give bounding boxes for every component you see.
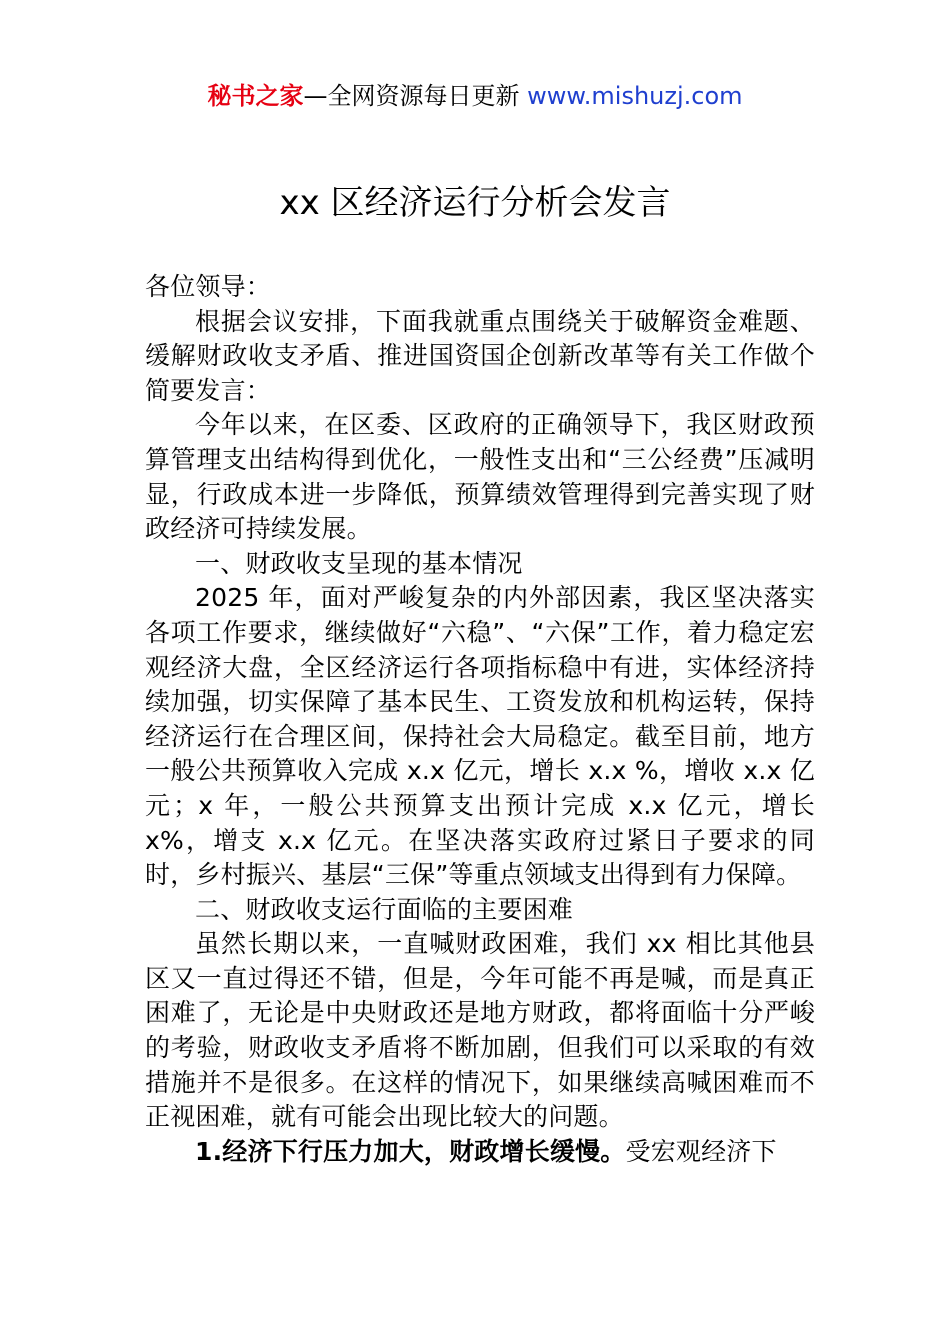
paragraph: 虽然长期以来，一直喊财政困难，我们 xx 相比其他县区又一直过得还不错，但是，今年可能不再是喊，而是真正困难了，无论是中央财政还是地方财政，都将面临十分严峻的考验，财政收支矛盾将不断加剧，但我们可以采取的有效措施并不是很多。在这样的情况下，如果继续高喊困难而不正视困难，就有可能会出现比较大的问题。 [145,929,815,1132]
brand-name: 秘书之家 [207,82,304,110]
paragraph: 今年以来，在区委、区政府的正确领导下，我区财政预算管理支出结构得到优化，一般性支出和“三公经费”压减明显，行政成本进一步降低，预算绩效管理得到完善实现了财政经济可持续发展。 [145,410,815,544]
section-heading: 一、财政收支呈现的基本情况 [195,548,523,578]
section-heading: 二、财政收支运行面临的主要困难 [195,894,574,924]
paragraph [145,1135,815,1170]
bold-lead-text: 1.经济下行压力加大，财政增长缓慢。 [195,1136,626,1166]
paragraph-text: 受宏观经济下 [625,1136,777,1166]
site-header [0,80,950,112]
header-tagline: —全网资源每日更新 [303,82,528,110]
salutation: 各位领导： [145,272,272,301]
document-body [145,270,815,1169]
paragraph: 2025 年，面对严峻复杂的内外部因素，我区坚决落实各项工作要求，继续做好“六稳”、“六保”工作，着力稳定宏观经济大盘，全区经济运行各项指标稳中有进，实体经济持续加强，切实保障了基本民生、工资发放和机构运转，保持经济运行在合理区间，保持社会大局稳定。截至目前，地方一般公共预算收入完成 x.x 亿元，增长 x.x %，增收 x.x 亿元；x 年，一般公共预算支出预计完成 x.x 亿元，增长 x%，增支 x.x 亿元。在坚决落实政府过紧日子要求的同时，乡村振兴、基层“三保”等重点领域支出得到有力保障。 [145,583,815,890]
paragraph: 根据会议安排，下面我就重点围绕关于破解资金难题、缓解财政收支矛盾、推进国资国企创新改革等有关工作做个简要发言： [145,306,815,405]
site-url[interactable]: www.mishuzj.com [527,82,743,110]
document-title: xx 区经济运行分析会发言 [279,183,671,223]
